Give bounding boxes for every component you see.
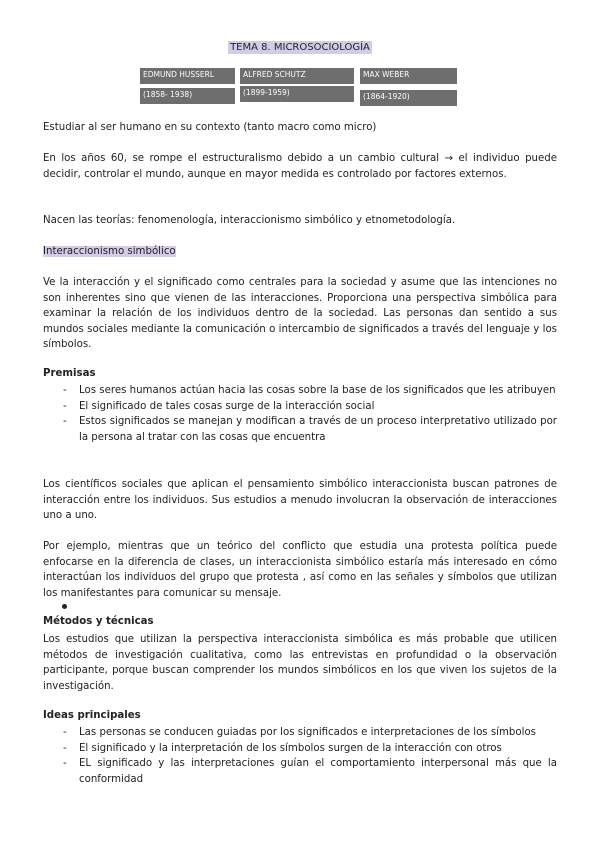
author-name-husserl: EDMUND HUSSERL: [140, 68, 235, 84]
paragraph-1960s: En los años 60, se rompe el estructuralismo debido a un cambio cultural → el individuo puede decidir, controlar el mundo, aunque en mayor medida es controlado por factores externos.: [43, 153, 557, 180]
list-item: - El significado de tales cosas surge de la interacción social: [43, 399, 557, 415]
section-title: Interaccionismo simbólico: [43, 246, 176, 257]
paragraph-interaccionismo: Ve la interacción y el significado como centrales para la sociedad y asume que las intenciones no son inherentes sino que vienen de las interacciones. Proporciona una perspectiva simbólica para examinar la relación de los individuos dentro de la sociedad. Las personas dan sentido a sus mundos sociales mediante la comunicación o intercambio de significados a través del lenguaje y los símbolos.: [43, 277, 557, 351]
author-years-husserl: (1858- 1938): [140, 88, 235, 104]
paragraph-ejemplo: Por ejemplo, mientras que un teórico del conflicto que estudia una protesta política puede enfocarse en la diferencia de clases, un interaccionista simbólico estaría más interesado en cómo interactúan los individuos del grupo que protesta , así como en las señales y símbolos que utilizan los manifestantes para comunicar su mensaje.: [43, 541, 557, 599]
paragraph-metodos: Los estudios que utilizan la perspectiva interaccionista simbólica es más probable que utilicen métodos de investigación cualitativa, como las entrevistas en profundidad o la observación participante, porque buscan comprender los mundos simbólicos en los que viven los sujetos de la investigación.: [43, 634, 557, 692]
list-item: - Las personas se conducen guiadas por los significados e interpretaciones de los símbolos: [43, 725, 557, 741]
metodos-heading: Métodos y técnicas: [43, 616, 154, 627]
list-item: - El significado y la interpretación de los símbolos surgen de la interacción con otros: [43, 741, 557, 757]
ideas-heading: Ideas principales: [43, 710, 141, 721]
paragraph-theories: Nacen las teorías: fenomenología, interaccionismo simbólico y etnometodología.: [43, 215, 456, 226]
ideas-list: [43, 725, 557, 787]
paragraph-cientificos: Los científicos sociales que aplican el pensamiento simbólico interaccionista buscan patrones de interacción entre los individuos. Sus estudios a menudo involucran la observación de interacciones uno a uno.: [43, 479, 557, 522]
author-name-schutz: ALFRED SCHUTZ: [240, 68, 354, 84]
paragraph-intro: Estudiar al ser humano en su contexto (tanto macro como micro): [43, 122, 377, 133]
list-item: - Los seres humanos actúan hacia las cosas sobre la base de los significados que les atribuyen: [43, 383, 557, 399]
document-title: TEMA 8. MICROSOCIOLOGÍA: [230, 42, 370, 53]
list-item: - EL significado y las interpretaciones guían el comportamiento interpersonal más que la conformidad: [43, 756, 557, 787]
author-years-weber: (1864-1920): [360, 90, 457, 106]
bullet-point: [62, 604, 67, 609]
premisas-list: [43, 383, 557, 445]
author-years-schutz: (1899-1959): [240, 86, 354, 102]
author-name-weber: MAX WEBER: [360, 68, 457, 84]
premisas-heading: Premisas: [43, 368, 96, 379]
list-item: - Estos significados se manejan y modifican a través de un proceso interpretativo utilizado por la persona al tratar con las cosas que encuentra: [43, 414, 557, 445]
